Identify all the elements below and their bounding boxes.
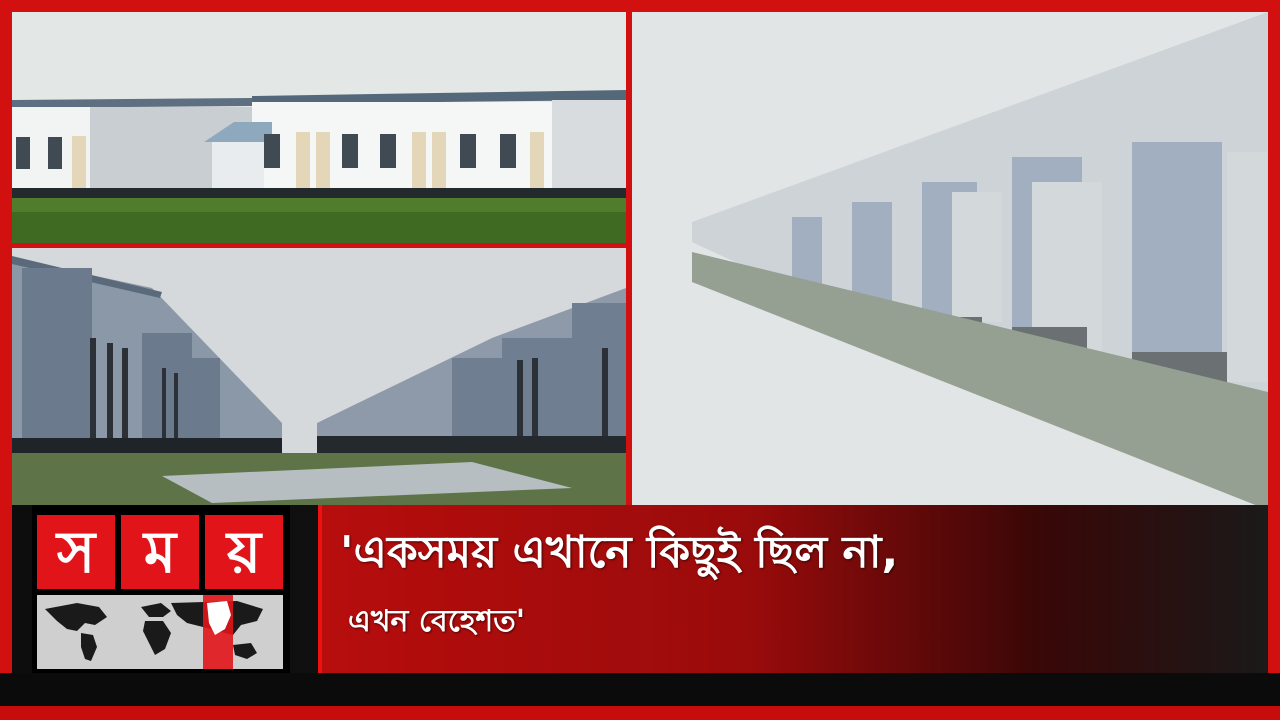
logo-letter-2: ম	[121, 515, 199, 589]
headline-box	[318, 505, 1272, 673]
headline-line-1: 'একসময় এখানে কিছুই ছিল না,	[340, 527, 899, 578]
building-rows-image	[12, 248, 626, 510]
photo-panel-top-left	[12, 12, 626, 243]
channel-logo	[32, 505, 290, 673]
logo-letter-1: স	[37, 515, 115, 589]
world-map-icon	[37, 595, 283, 669]
bottom-red-line	[0, 706, 1280, 720]
rain-buildings-image	[632, 12, 1268, 510]
headline-line-2: এখন বেহেশত'	[348, 604, 526, 639]
logo-letter-3: য়	[205, 515, 283, 589]
photo-panel-right	[632, 12, 1268, 510]
white-buildings-image	[12, 12, 626, 243]
photo-panel-bottom-left	[12, 248, 626, 510]
